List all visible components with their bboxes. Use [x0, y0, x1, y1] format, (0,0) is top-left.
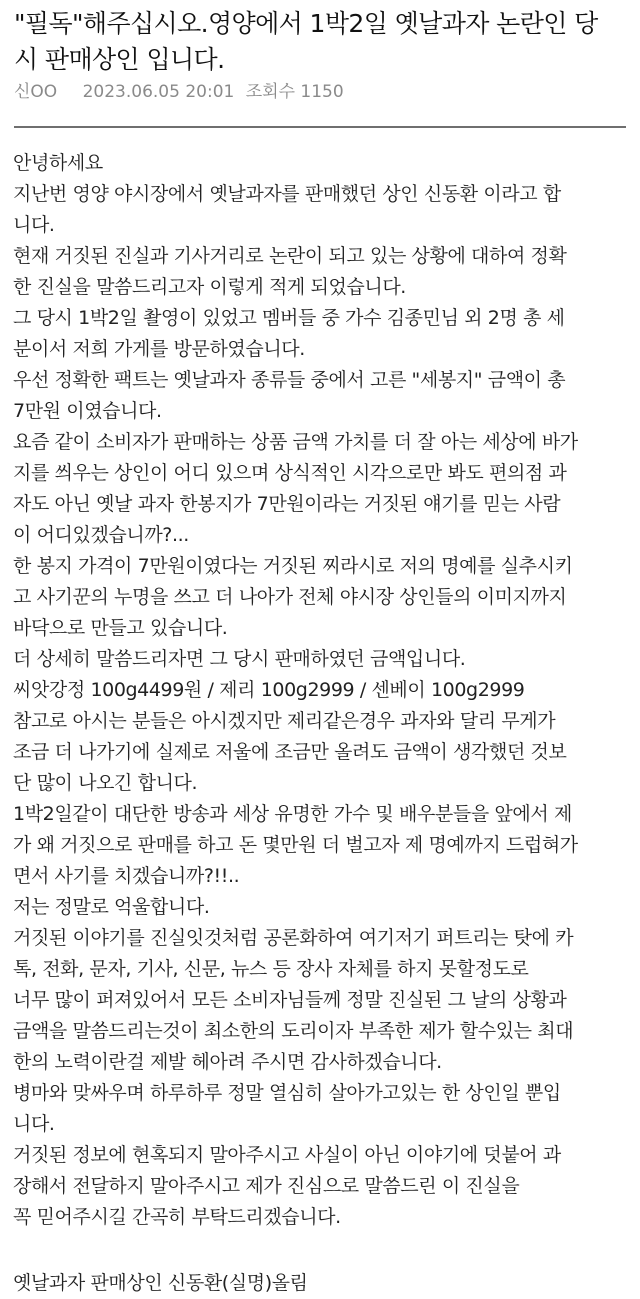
- body-line: 요즘 같이 소비자가 판매하는 상품 금액 가치를 더 잘 아는 세상에 바가: [13, 431, 578, 453]
- body-line: 거짓된 이야기를 진실잇것처럼 공론화하여 여기저기 퍼트리는 탓에 카: [13, 927, 574, 949]
- post-title-line: 시 판매상인 입니다.: [14, 45, 225, 74]
- body-line: 고 사기꾼의 누명을 쓰고 더 나아가 전체 야시장 상인들의 이미지까지: [13, 586, 567, 608]
- body-line: 꼭 믿어주시길 간곡히 부탁드리겠습니다.: [13, 1206, 341, 1228]
- body-line: 저는 정말로 억울합니다.: [13, 896, 210, 918]
- body-line: 그 당시 1박2일 촬영이 있었고 멤버들 중 가수 김종민님 외 2명 총 세: [13, 307, 565, 329]
- body-line: 니다.: [13, 1113, 55, 1135]
- body-line: 분이서 저희 가게를 방문하였습니다.: [13, 338, 305, 360]
- body-line: 한 봉지 가격이 7만원이였다는 거짓된 찌라시로 저의 명예를 실추시키: [13, 555, 573, 577]
- post-body: [13, 148, 627, 1233]
- body-line: 톡, 전화, 문자, 기사, 신문, 뉴스 등 장사 자체를 하지 못할정도로: [13, 958, 529, 980]
- body-line: 안녕하세요: [13, 152, 103, 174]
- body-line: 지난번 영양 야시장에서 옛날과자를 판매했던 상인 신동환 이라고 합: [13, 183, 561, 205]
- post-title: [14, 6, 626, 78]
- header-divider: [14, 126, 626, 128]
- body-line: 현재 거짓된 진실과 기사거리로 논란이 되고 있는 상황에 대하여 정확: [13, 245, 567, 267]
- body-line: 우선 정확한 팩트는 옛날과자 종류들 중에서 고른 "세봉지" 금액이 총: [13, 369, 566, 391]
- body-line: 한의 노력이란걸 제발 헤아려 주시면 감사하겠습니다.: [13, 1051, 442, 1073]
- body-line: 한 진실을 말씀드리고자 이렇게 적게 되었습니다.: [13, 276, 406, 298]
- body-line: 이 어디있겠습니까?...: [13, 524, 189, 546]
- body-line: 거짓된 정보에 현혹되지 말아주시고 사실이 아닌 이야기에 덧붙어 과: [13, 1144, 561, 1166]
- body-line: 조금 더 나가기에 실제로 저울에 조금만 올려도 금액이 생각했던 것보: [13, 741, 567, 763]
- body-line: 7만원 이였습니다.: [13, 400, 162, 422]
- body-line: 참고로 아시는 분들은 아시겠지만 제리같은경우 과자와 달리 무게가: [13, 710, 556, 732]
- body-line: 장해서 전달하지 말아주시고 제가 진심으로 말씀드린 이 진실을: [13, 1175, 520, 1197]
- post-date: 2023.06.05 20:01: [82, 82, 235, 102]
- body-line: 니다.: [13, 214, 55, 236]
- views-count: 1150: [300, 82, 344, 102]
- body-line: 너무 많이 퍼져있어서 모든 소비자님들께 정말 진실된 그 날의 상황과: [13, 989, 567, 1011]
- body-line: 금액을 말씀드리는것이 최소한의 도리이자 부족한 제가 할수있는 최대: [13, 1020, 574, 1042]
- body-line: 지를 씌우는 상인이 어디 있으며 상식적인 시각으로만 봐도 편의점 과: [13, 462, 567, 484]
- body-line: 1박2일같이 대단한 방송과 세상 유명한 가수 및 배우분들을 앞에서 제: [13, 803, 572, 825]
- body-line: 자도 아닌 옛날 과자 한봉지가 7만원이라는 거짓된 얘기를 믿는 사람: [13, 493, 561, 515]
- post-author[interactable]: 신OO: [14, 82, 58, 102]
- post-header: [0, 0, 640, 104]
- post-signature: 옛날과자 판매상인 신동환(실명)올림: [13, 1272, 308, 1294]
- post-meta: [14, 80, 626, 104]
- body-line: 병마와 맞싸우며 하루하루 정말 열심히 살아가고있는 한 상인일 뿐입: [13, 1082, 561, 1104]
- body-line: 씨앗강정 100g4499원 / 제리 100g2999 / 센베이 100g2999: [13, 679, 525, 701]
- body-line: 면서 사기를 치겠습니까?!!..: [13, 865, 240, 887]
- body-line: 더 상세히 말씀드리자면 그 당시 판매하였던 금액입니다.: [13, 648, 466, 670]
- body-line: 바닥으로 만들고 있습니다.: [13, 617, 228, 639]
- post-title-line: "필독"해주십시오.영양에서 1박2일 옛날과자 논란인 당: [14, 9, 598, 38]
- views-label: 조회수: [245, 82, 296, 102]
- body-line: 가 왜 거짓으로 판매를 하고 돈 몇만원 더 벌고자 제 명예까지 드럽혀가: [13, 834, 578, 856]
- body-line: 단 많이 나오긴 합니다.: [13, 772, 198, 794]
